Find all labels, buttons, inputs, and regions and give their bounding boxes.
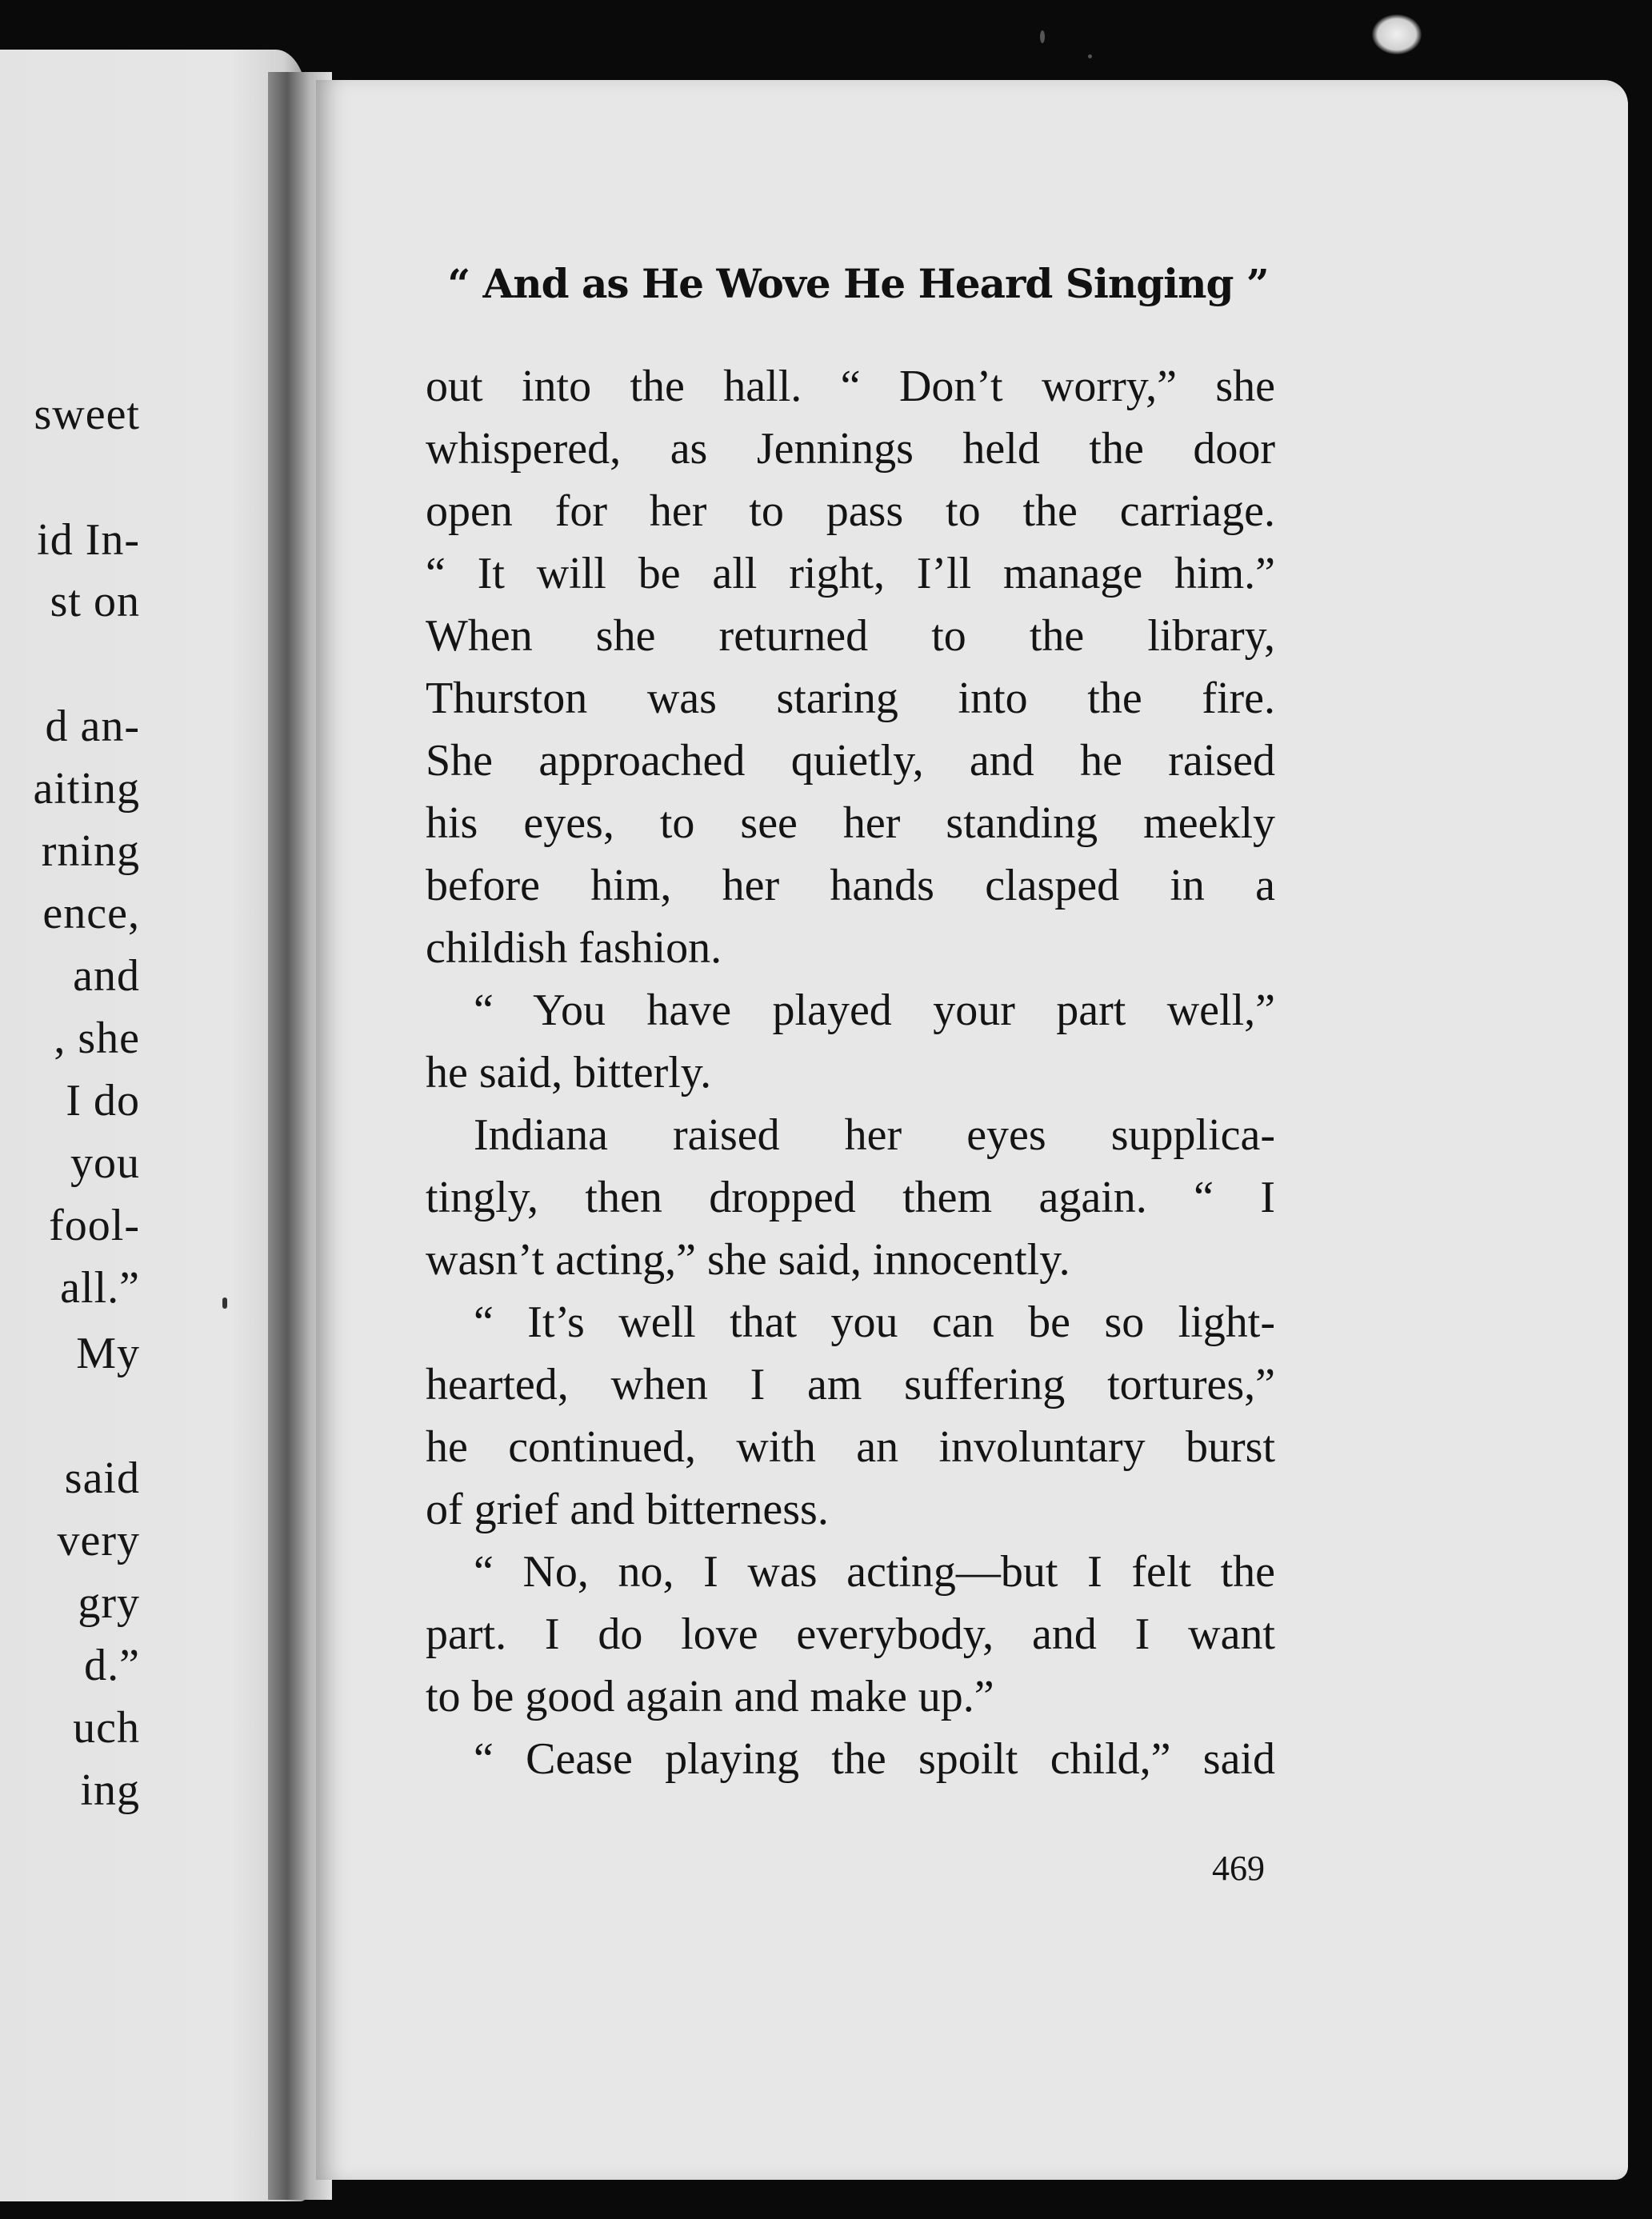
running-head: “ And as He Wove He Heard Singing ”	[447, 260, 1269, 307]
text-line: before him, her hands clasped in a	[426, 861, 1275, 910]
left-line: ence,	[42, 889, 140, 938]
text-line: open for her to pass to the carriage.	[426, 486, 1275, 536]
left-line: I do	[66, 1076, 140, 1125]
left-page	[0, 50, 308, 2201]
text-line: of grief and bitterness.	[426, 1485, 829, 1534]
left-line: rning	[41, 826, 140, 876]
left-page-text	[0, 50, 140, 2201]
text-line: to be good again and make up.”	[426, 1672, 994, 1721]
scan-speck	[1040, 30, 1045, 43]
left-line: id In-	[37, 515, 140, 565]
text-line: “ It’s well that you can be so light-	[474, 1297, 1275, 1347]
page-number: 469	[1212, 1849, 1265, 1888]
text-line: Indiana raised her eyes supplica-	[474, 1110, 1275, 1160]
text-line: “ No, no, I was acting—but I felt the	[474, 1547, 1275, 1597]
left-line: all.”	[60, 1263, 140, 1313]
left-line: d an-	[45, 702, 140, 751]
left-line: and	[73, 951, 140, 1001]
left-line: said	[64, 1453, 140, 1503]
left-line: very	[57, 1516, 140, 1565]
scan-speck	[222, 1297, 227, 1309]
text-line: whispered, as Jennings held the door	[426, 424, 1275, 474]
left-line: aiting	[33, 764, 140, 814]
left-line: My	[76, 1329, 140, 1378]
left-line: you	[70, 1138, 140, 1188]
text-line: “ You have played your part well,”	[474, 986, 1275, 1035]
text-line: he continued, with an involuntary burst	[426, 1422, 1275, 1472]
left-line: ing	[80, 1765, 140, 1815]
text-line: hearted, when I am suffering tortures,”	[426, 1360, 1275, 1409]
text-line: out into the hall. “ Don’t worry,” she	[426, 362, 1275, 411]
scan-smudge	[1372, 14, 1422, 54]
text-line: “ Cease playing the spoilt child,” said	[474, 1734, 1275, 1784]
text-line: childish fashion.	[426, 923, 722, 973]
left-line: st on	[50, 577, 140, 626]
text-line: When she returned to the library,	[426, 611, 1275, 661]
text-line: his eyes, to see her standing meekly	[426, 798, 1275, 848]
left-line: d.”	[84, 1641, 140, 1690]
left-line: uch	[73, 1703, 140, 1753]
text-line: Thurston was staring into the fire.	[426, 674, 1275, 723]
left-line: gry	[78, 1578, 140, 1628]
left-line: , she	[54, 1014, 140, 1063]
left-line: fool-	[49, 1201, 140, 1250]
left-line: sweet	[34, 390, 140, 439]
text-line: he said, bitterly.	[426, 1048, 712, 1098]
text-line: wasn’t acting,” she said, innocently.	[426, 1235, 1070, 1285]
text-line: part. I do love everybody, and I want	[426, 1609, 1275, 1659]
text-line: tingly, then dropped them again. “ I	[426, 1173, 1275, 1222]
scan-speck	[1088, 54, 1092, 58]
text-line: “ It will be all right, I’ll manage him.”	[426, 549, 1275, 598]
text-line: She approached quietly, and he raised	[426, 736, 1275, 786]
